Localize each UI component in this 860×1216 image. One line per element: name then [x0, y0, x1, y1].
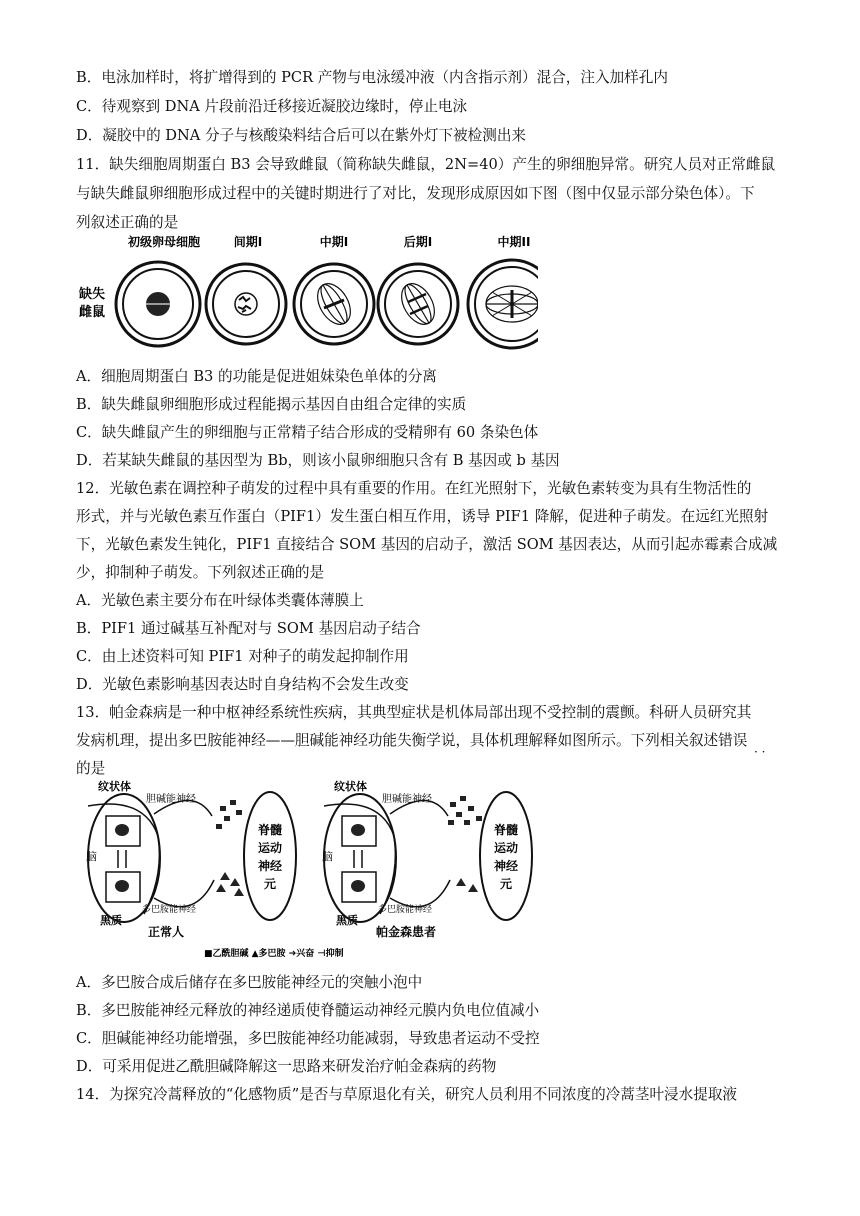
q13-option-c: C．胆碱能神经功能增强，多巴胺能神经功能减弱，导致患者运动不受控 — [76, 1030, 540, 1047]
option-d-electrophoresis: D．凝胶中的 DNA 分子与核酸染料结合后可以在紫外灯下被检测出来 — [76, 127, 527, 144]
label-brain-2: 脑 — [322, 850, 333, 863]
question-11-line-2: 与缺失雌鼠卵细胞形成过程中的关键时期进行了对比，发现形成原因如下图（图中仅显示部分染色体）。下 — [76, 185, 755, 202]
q13-option-d: D．可采用促进乙酰胆碱降解这一思路来研发治疗帕金森病的药物 — [76, 1058, 497, 1075]
svg-text:元: 元 — [499, 877, 513, 891]
stage-label-metaphase-1: 中期I — [319, 235, 349, 249]
svg-text:运动: 运动 — [493, 841, 519, 855]
question-12-line-2: 形式，并与光敏色素互作蛋白（PIF1）发生蛋白相互作用，诱导 PIF1 降解，促进种子萌发。在远红光照射 — [76, 508, 769, 525]
q12-option-c: C．由上述资料可知 PIF1 对种子的萌发起抑制作用 — [76, 648, 409, 665]
parkinson-figure — [84, 776, 554, 960]
emphasis-dots: · · — [754, 745, 766, 759]
q12-option-a: A．光敏色素主要分布在叶绿体类囊体薄膜上 — [76, 592, 364, 609]
question-13-line-2: 发病机理，提出多巴胺能神经——胆碱能神经功能失衡学说，具体机理解释如图所示。下列相关叙述错误 — [76, 732, 748, 749]
svg-text:运动: 运动 — [257, 841, 283, 855]
panel-normal — [86, 779, 296, 939]
caption-normal: 正常人 — [148, 925, 185, 939]
option-c-electrophoresis: C．待观察到 DNA 片段前沿迁移接近凝胶边缘时，停止电泳 — [76, 98, 468, 115]
label-dopaminergic: 多巴胺能神经 — [142, 905, 197, 915]
q13-option-a: A．多巴胺合成后储存在多巴胺能神经元的突触小泡中 — [76, 974, 423, 991]
row-label-part2: 雌鼠 — [78, 305, 106, 320]
option-b-electrophoresis: B．电泳加样时，将扩增得到的 PCR 产物与电泳缓冲液（内含指示剂）混合，注入加样孔内 — [76, 69, 668, 86]
q11-option-b: B．缺失雌鼠卵细胞形成过程能揭示基因自由组合定律的实质 — [76, 396, 467, 413]
stage-label-interphase: 间期I — [233, 235, 263, 249]
q12-option-d: D．光敏色素影响基因表达时自身结构不会发生改变 — [76, 676, 409, 693]
q12-option-b: B．PIF1 通过碱基互补配对与 SOM 基因启动子结合 — [76, 620, 421, 637]
label-dopaminergic-2: 多巴胺能神经 — [378, 905, 433, 915]
caption-parkinson: 帕金森患者 — [376, 925, 437, 939]
stage-label-anaphase-1: 后期I — [403, 235, 433, 249]
label-cholinergic-2: 胆碱能神经 — [382, 794, 432, 805]
label-striatum-2: 纹状体 — [334, 780, 367, 793]
label-substantia: 黑质 — [100, 914, 122, 927]
row-label-part1: 缺失 — [78, 287, 106, 302]
cell-interphase — [206, 264, 286, 344]
label-striatum: 纹状体 — [98, 780, 131, 793]
stage-label-metaphase-2: 中期II — [497, 235, 531, 249]
meiosis-figure — [78, 232, 538, 356]
question-12-line-4: 少，抑制种子萌发。下列叙述正确的是 — [76, 564, 325, 581]
svg-text:脊髓: 脊髓 — [257, 823, 283, 837]
stage-label-primary-oocyte: 初级卵母细胞 — [127, 235, 201, 249]
label-cholinergic: 胆碱能神经 — [146, 794, 196, 805]
q11-option-d: D．若某缺失雌鼠的基因型为 Bb，则该小鼠卵细胞只含有 B 基因或 b 基因 — [76, 452, 560, 469]
cell-metaphase-1 — [294, 264, 374, 344]
question-12-line-1: 12．光敏色素在调控种子萌发的过程中具有重要的作用。在红光照射下，光敏色素转变为具有生物活性的 — [76, 480, 752, 497]
question-14-line-1: 14．为探究冷蒿释放的“化感物质”是否与草原退化有关，研究人员利用不同浓度的冷蒿茎叶浸水提取液 — [76, 1086, 738, 1103]
svg-text:神经: 神经 — [257, 859, 283, 873]
figure2-legend: ■乙酰胆碱 ▲多巴胺 ➔兴奋 ⊣抑制 — [204, 949, 344, 959]
cell-primary-oocyte — [116, 262, 200, 346]
question-11-line-1: 11．缺失细胞周期蛋白 B3 会导致雌鼠（简称缺失雌鼠，2N=40）产生的卵细胞异常。研究人员对正常雌鼠 — [76, 156, 776, 173]
label-brain: 脑 — [86, 850, 97, 863]
svg-text:脊髓: 脊髓 — [493, 823, 519, 837]
svg-text:神经: 神经 — [493, 859, 519, 873]
question-12-line-3: 下，光敏色素发生钝化，PIF1 直接结合 SOM 基因的启动子，激活 SOM 基因表达，从而引起赤霉素合成减 — [76, 536, 778, 553]
q13-option-b: B．多巴胺能神经元释放的神经递质使脊髓运动神经元膜内负电位值减小 — [76, 1002, 540, 1019]
q11-option-c: C．缺失雌鼠产生的卵细胞与正常精子结合形成的受精卵有 60 条染色体 — [76, 424, 539, 441]
q11-option-a: A．细胞周期蛋白 B3 的功能是促进姐妹染色单体的分离 — [76, 368, 437, 385]
svg-text:元: 元 — [263, 877, 277, 891]
question-13-line-1: 13．帕金森病是一种中枢神经系统性疾病，其典型症状是机体局部出现不受控制的震颤。科研人员研究其 — [76, 704, 752, 721]
cell-metaphase-2 — [468, 260, 538, 348]
question-13-line-3: 的是 — [76, 760, 106, 777]
cell-anaphase-1 — [378, 264, 458, 344]
question-11-line-3: 列叙述正确的是 — [76, 214, 179, 231]
panel-parkinson — [322, 779, 532, 939]
label-substantia-2: 黑质 — [336, 914, 358, 927]
